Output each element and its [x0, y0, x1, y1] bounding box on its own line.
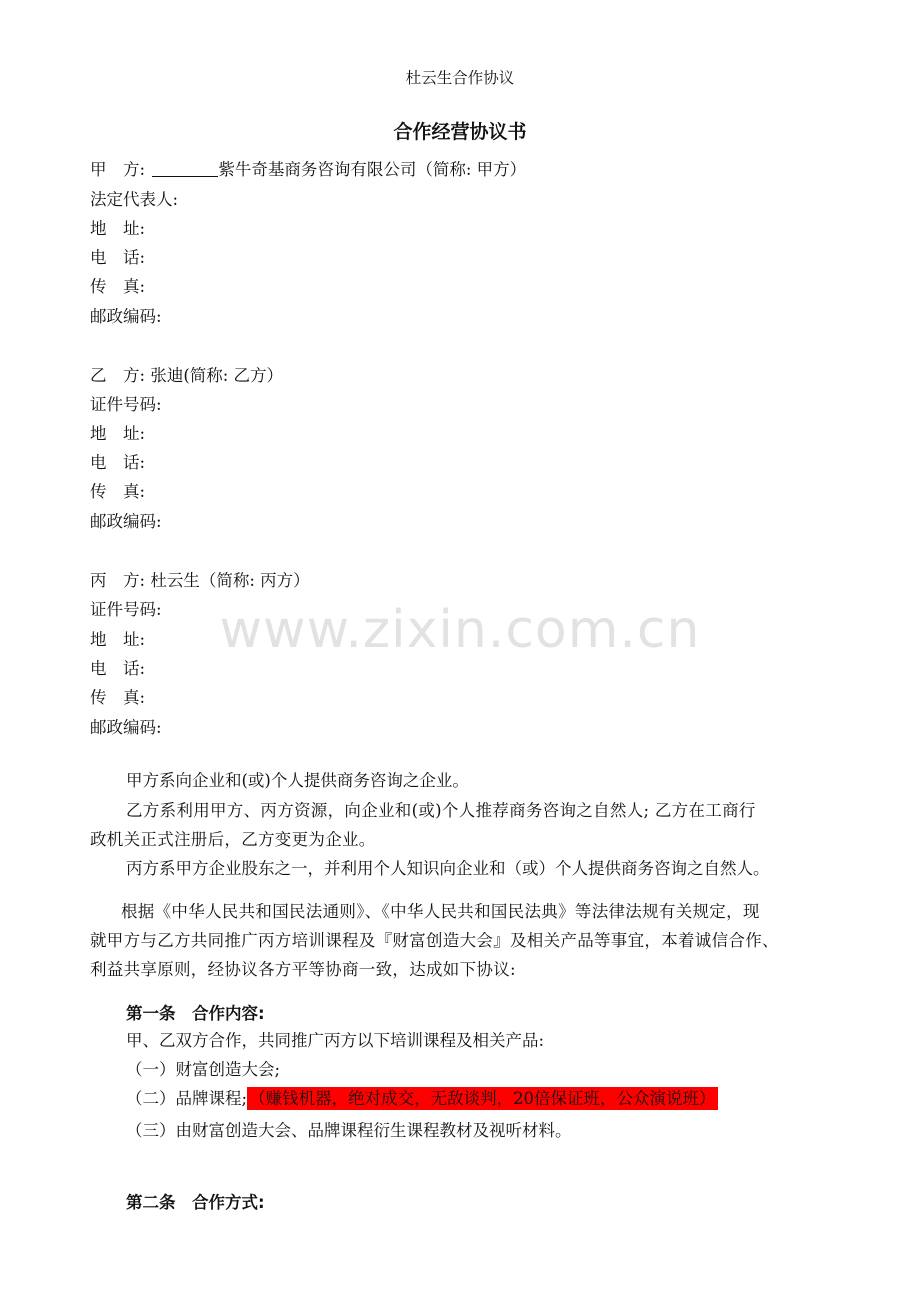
party-c-field: 邮政编码:: [90, 718, 162, 737]
party-b-label: 乙 方:: [90, 366, 146, 385]
party-a-field: 传 真:: [90, 277, 146, 296]
party-c-label: 丙 方:: [90, 571, 146, 590]
intro-paragraph: 乙方系利用甲方、丙方资源，向企业和(或)个人推荐商务咨询之自然人; 乙方在工商行: [126, 801, 756, 820]
party-c-field: 地 址:: [90, 630, 146, 649]
party-c-field: 传 真:: [90, 688, 146, 707]
party-b-field: 传 真:: [90, 482, 146, 501]
highlighted-course-list: （赚钱机器，绝对成交，无敌谈判，20倍保证班，公众演说班）: [249, 1089, 716, 1108]
basis-paragraph: 根据《中华人民共和国民法通则》、《中华人民共和国民法典》等法律法规有关规定，现: [121, 902, 760, 921]
party-a-field: 法定代表人:: [90, 190, 179, 209]
party-a-field: 邮政编码:: [90, 307, 162, 326]
intro-paragraph: 丙方系甲方企业股东之一，并利用个人知识向企业和（或）个人提供商务咨询之自然人。: [126, 859, 770, 878]
party-b-field: 邮政编码:: [90, 512, 162, 531]
party-a-field: 地 址:: [90, 219, 146, 238]
party-b-field: 电 话:: [90, 453, 146, 472]
article-1-item: [126, 1088, 718, 1110]
party-c-name: 杜云生（简称: 丙方）: [150, 571, 310, 590]
basis-paragraph-cont: 就甲方与乙方共同推广丙方培训课程及『财富创造大会』及相关产品等事宜，本着诚信合作、: [90, 931, 779, 950]
running-header: 杜云生合作协议: [405, 69, 515, 87]
party-b-field: 地 址:: [90, 424, 146, 443]
article-1-heading: 第一条 合作内容:: [126, 1004, 265, 1023]
watermark: www.zixin.com.cn: [219, 600, 701, 660]
item-prefix: （二）品牌课程;: [126, 1089, 248, 1108]
article-1-lead: 甲、乙双方合作，共同推广丙方以下培训课程及相关产品:: [126, 1031, 545, 1050]
article-1-item: （一）财富创造大会;: [126, 1060, 281, 1079]
party-a-label: 甲 方:: [90, 160, 146, 179]
party-a-field: 电 话:: [90, 248, 146, 267]
party-a-line: [90, 159, 526, 181]
party-b-name: 张迪(简称: 乙方）: [150, 366, 284, 385]
document-title: 合作经营协议书: [393, 121, 527, 143]
article-2-heading: 第二条 合作方式:: [126, 1193, 265, 1212]
party-a-name: 紫牛奇基商务咨询有限公司（简称: 甲方）: [218, 160, 527, 179]
article-1-item: （三）由财富创造大会、品牌课程衍生课程教材及视听材料。: [126, 1121, 572, 1140]
intro-paragraph-cont: 政机关正式注册后，乙方变更为企业。: [90, 830, 376, 849]
party-b-line: [90, 365, 283, 387]
intro-paragraph: 甲方系向企业和(或)个人提供商务咨询之企业。: [126, 771, 469, 790]
party-c-field: 电 话:: [90, 659, 146, 678]
party-c-line: [90, 570, 310, 592]
party-b-field: 证件号码:: [90, 395, 162, 414]
party-c-field: 证件号码:: [90, 600, 162, 619]
fill-in-blank: [152, 160, 218, 177]
basis-paragraph-cont: 利益共享原则，经协议各方平等协商一致，达成如下协议:: [90, 960, 516, 979]
